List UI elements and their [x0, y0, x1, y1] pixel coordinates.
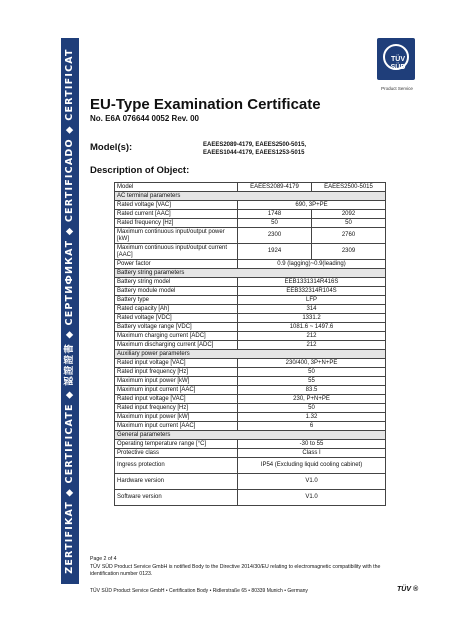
table-row: [115, 386, 386, 395]
table-section-row: [115, 269, 386, 278]
row-label: Maximum charging current [ADC]: [115, 332, 238, 341]
footer-brand: TÜV ®: [397, 586, 419, 593]
row-value: 212: [238, 341, 386, 350]
row-label: Rated input frequency [Hz]: [115, 368, 238, 377]
table-row: [115, 413, 386, 422]
row-label: Protective class: [115, 449, 238, 458]
table-row: [115, 287, 386, 296]
row-label: Rated frequency [Hz]: [115, 219, 238, 228]
row-value: 55: [238, 377, 386, 386]
row-value: EEB332314R104S: [238, 287, 386, 296]
header-col-1: EAEES2089-4179: [238, 183, 312, 192]
row-label: Maximum continuous input/output power [kW]: [115, 228, 238, 244]
row-label: Maximum input power [kW]: [115, 377, 238, 386]
table-row: [115, 244, 386, 260]
section-title: AC terminal parameters: [115, 192, 386, 201]
row-label: Rated capacity [Ah]: [115, 305, 238, 314]
table-row: [115, 323, 386, 332]
table-row: [115, 377, 386, 386]
table-row: [115, 278, 386, 287]
row-value: 1081.6 ~ 1497.6: [238, 323, 386, 332]
row-label: Maximum discharging current [ADC]: [115, 341, 238, 350]
header-label: Model: [115, 183, 238, 192]
header-col-2: EAEES2500-5015: [312, 183, 386, 192]
sidebar-text: ZERTIFIKAT ◆ CERTIFICATE ◆ 認證證書 ◆ СЕРТИФИКАТ ◆ CERTIFICADO ◆ CERTIFICAT: [64, 48, 75, 574]
table-row: [115, 228, 386, 244]
row-value: 230, P+N+PE: [238, 395, 386, 404]
row-value: 230/400, 3P+N+PE: [238, 359, 386, 368]
models-label: Model(s):: [90, 142, 133, 153]
row-label: Rated voltage [VAC]: [115, 201, 238, 210]
row-label: Battery module model: [115, 287, 238, 296]
table-header-row: [115, 183, 386, 192]
row-value: 50: [238, 368, 386, 377]
table-row: [115, 458, 386, 474]
row-label: Maximum input current [AAC]: [115, 422, 238, 431]
table-row: [115, 296, 386, 305]
row-value: EEB1331314R416S: [238, 278, 386, 287]
table-section-row: [115, 431, 386, 440]
row-value-col-1: 2300: [238, 228, 312, 244]
table-row: [115, 404, 386, 413]
row-label: Rated voltage [VDC]: [115, 314, 238, 323]
row-value: 0.9 (lagging)~0.9(leading): [238, 260, 386, 269]
row-label: Rated input frequency [Hz]: [115, 404, 238, 413]
row-label: Operating temperature range [°C]: [115, 440, 238, 449]
row-value: 314: [238, 305, 386, 314]
row-value-col-2: 2760: [312, 228, 386, 244]
row-value: -30 to 55: [238, 440, 386, 449]
row-label: Battery voltage range [VDC]: [115, 323, 238, 332]
table-row: [115, 210, 386, 219]
logo-caption: Product Service: [381, 86, 413, 91]
row-value-col-2: 2309: [312, 244, 386, 260]
row-label: Ingress protection: [115, 458, 238, 474]
row-label: Maximum input current [AAC]: [115, 386, 238, 395]
row-value-col-1: 50: [238, 219, 312, 228]
table-row: [115, 490, 386, 506]
row-value-col-1: 1748: [238, 210, 312, 219]
tuv-logo-main: TÜV: [391, 56, 405, 63]
models-value: [203, 141, 306, 157]
row-value-col-2: 50: [312, 219, 386, 228]
table-section-row: [115, 350, 386, 359]
row-value: 212: [238, 332, 386, 341]
row-label: Rated input voltage [VAC]: [115, 359, 238, 368]
row-value-col-2: 2092: [312, 210, 386, 219]
row-label: Battery string model: [115, 278, 238, 287]
spec-table-body: [115, 183, 386, 506]
row-label: Maximum input power [kW]: [115, 413, 238, 422]
row-value: 1.32: [238, 413, 386, 422]
table-row: [115, 314, 386, 323]
section-title: Battery string parameters: [115, 269, 386, 278]
row-label: Power factor: [115, 260, 238, 269]
row-value: 1331.2: [238, 314, 386, 323]
tuv-logo-ring: [383, 44, 409, 70]
table-row: [115, 474, 386, 490]
table-row: [115, 341, 386, 350]
row-label: Rated input voltage [VAC]: [115, 395, 238, 404]
row-label: Battery type: [115, 296, 238, 305]
section-title: General parameters: [115, 431, 386, 440]
row-value: Class I: [238, 449, 386, 458]
tuv-logo-icon: [377, 38, 415, 80]
row-label: Hardware version: [115, 474, 238, 490]
tuv-logo-text: [385, 56, 411, 72]
row-value: V1.0: [238, 474, 386, 490]
table-row: [115, 440, 386, 449]
notified-body-note: TÜV SÜD Product Service GmbH is notified Body to the Directive 2014/30/EU relating to electromagnetic compatibility with the identification number 0123.: [90, 564, 381, 577]
description-label: Description of Object:: [90, 165, 190, 176]
row-value: IP54 (Excluding liquid cooling cabinet): [238, 458, 386, 474]
table-row: [115, 219, 386, 228]
table-row: [115, 260, 386, 269]
certificate-number: No. E6A 076644 0052 Rev. 00: [90, 114, 199, 123]
row-value: 690, 3P+PE: [238, 201, 386, 210]
models-line-2: EAEES1044-4179, EAEES1253-5015: [203, 150, 305, 156]
row-value: LFP: [238, 296, 386, 305]
footer-address: TÜV SÜD Product Service GmbH • Certification Body • Ridlerstraße 65 • 80339 Munich • Germany: [90, 588, 308, 594]
row-label: Software version: [115, 490, 238, 506]
page-title: EU-Type Examination Certificate: [90, 96, 321, 113]
section-title: Auxiliary power parameters: [115, 350, 386, 359]
table-row: [115, 449, 386, 458]
table-row: [115, 368, 386, 377]
table-row: [115, 332, 386, 341]
row-label: Maximum continuous input/output current [AAC]: [115, 244, 238, 260]
table-row: [115, 359, 386, 368]
row-label: Rated current [AAC]: [115, 210, 238, 219]
table-row: [115, 305, 386, 314]
table-row: [115, 422, 386, 431]
table-section-row: [115, 192, 386, 201]
table-row: [115, 201, 386, 210]
spec-table: [114, 182, 386, 506]
tuv-logo-sub: SÜD: [390, 64, 406, 71]
row-value: 83.5: [238, 386, 386, 395]
row-value: 6: [238, 422, 386, 431]
row-value: V1.0: [238, 490, 386, 506]
models-line-1: EAEES2089-4179, EAEES2500-5015,: [203, 142, 307, 148]
row-value-col-1: 1924: [238, 244, 312, 260]
table-row: [115, 395, 386, 404]
page-number: Page 2 of 4: [90, 556, 117, 562]
row-value: 50: [238, 404, 386, 413]
certificate-sidebar: [61, 38, 79, 584]
